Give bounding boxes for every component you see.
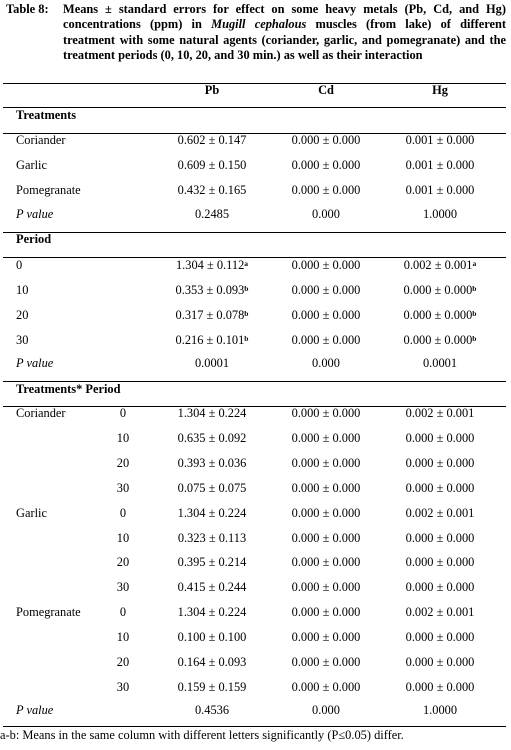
cd-value: 0.000 ± 0.000 <box>291 605 361 620</box>
column-header-hg: Hg <box>432 83 448 97</box>
significance-letter: b <box>472 333 477 343</box>
hg-p-value: 0.0001 <box>422 356 458 370</box>
group-treatment-label: Garlic <box>16 505 47 520</box>
pb-value: 1.304 ± 0.112$^a$ <box>175 258 249 272</box>
pb-value: 0.164 ± 0.093 <box>177 655 247 669</box>
pb-value: 0.353 ± 0.093$^b$ <box>175 282 249 297</box>
period-label: 20 <box>116 555 130 570</box>
period-label: 10 <box>116 530 130 545</box>
cd-p-value: 0.000 <box>312 356 340 370</box>
cd-value: 0.000 ± 0.000 <box>291 182 361 197</box>
cd-value: 0.000 ± 0.000 <box>291 332 361 347</box>
pb-value: 0.317 ± 0.078$^b$ <box>175 307 249 322</box>
table-bottom-rule <box>3 726 506 727</box>
hg-value: 0.002 ± 0.001 <box>405 505 475 520</box>
p-value-label: P value <box>16 703 54 717</box>
pb-value: 0.415 ± 0.244 <box>177 580 247 595</box>
significance-letter: b <box>244 308 249 318</box>
group-treatment-label: Pomegranate <box>16 605 81 620</box>
period-label: 0 <box>119 605 127 620</box>
period-label: 0 <box>119 406 127 420</box>
hg-value: 0.000 ± 0.000 <box>405 580 475 595</box>
significance-letter: b <box>472 308 477 318</box>
p-value-label: P value <box>16 356 54 370</box>
period-label: 30 <box>116 679 130 694</box>
hg-value: 0.000 ± 0.000 <box>405 530 475 545</box>
hg-value: 0.002 ± 0.001 <box>405 406 475 420</box>
cd-value: 0.000 ± 0.000 <box>291 480 361 495</box>
pb-value: 0.432 ± 0.165 <box>177 182 247 197</box>
pb-value: 0.635 ± 0.092 <box>177 430 247 445</box>
hg-value: 0.000 ± 0.000$^b$ <box>403 282 477 297</box>
hg-value: 0.002 ± 0.001 <box>405 605 475 620</box>
cd-value: 0.000 ± 0.000 <box>291 258 361 272</box>
period-label: 30 <box>116 480 130 495</box>
pb-value: 1.304 ± 0.224 <box>177 505 247 520</box>
pb-value: 1.304 ± 0.224 <box>177 406 247 420</box>
hg-value: 0.000 ± 0.000 <box>405 455 475 470</box>
cd-value: 0.000 ± 0.000 <box>291 580 361 595</box>
pb-value: 0.100 ± 0.100 <box>177 630 247 645</box>
cd-p-value: 0.000 <box>312 703 340 717</box>
cd-value: 0.000 ± 0.000 <box>291 505 361 520</box>
cd-value: 0.000 ± 0.000 <box>291 157 361 172</box>
table-caption-text: Means ± standard errors for effect on some heavy metals (Pb, Cd, and Hg) concentrations (ppm) in Mugill cephalous muscles (from lake) of different treatment with some natural agents (coriander, garlic, and pomegranate) and the treatment periods (0, 10, 20, and 30 min.) as well as their interaction <box>63 2 506 63</box>
pb-value: 0.159 ± 0.159 <box>177 679 247 694</box>
pb-value: 0.395 ± 0.214 <box>177 555 247 570</box>
hg-value: 0.000 ± 0.000$^b$ <box>403 307 477 322</box>
cd-value: 0.000 ± 0.000 <box>291 630 361 645</box>
pb-value: 0.075 ± 0.075 <box>177 480 247 495</box>
pb-p-value: 0.2485 <box>194 207 230 221</box>
cd-value: 0.000 ± 0.000 <box>291 555 361 570</box>
pb-p-value: 0.0001 <box>194 356 230 370</box>
hg-value: 0.002 ± 0.001$^a$ <box>403 258 477 272</box>
cd-value: 0.000 ± 0.000 <box>291 430 361 445</box>
cd-p-value: 0.000 <box>312 207 340 221</box>
cd-value: 0.000 ± 0.000 <box>291 655 361 669</box>
pb-value: 0.393 ± 0.036 <box>177 455 247 470</box>
period-label: 0 <box>16 258 23 272</box>
hg-value: 0.000 ± 0.000 <box>405 630 475 645</box>
period-label: 10 <box>116 630 130 645</box>
hg-value: 0.001 ± 0.000 <box>405 133 475 147</box>
column-header-pb: Pb <box>204 83 220 97</box>
period-label: 20 <box>116 655 130 669</box>
row-label: Pomegranate <box>16 182 81 197</box>
hg-value: 0.000 ± 0.000 <box>405 430 475 445</box>
significance-letter: b <box>472 283 477 293</box>
cd-value: 0.000 ± 0.000 <box>291 282 361 297</box>
period-label: 0 <box>119 505 127 520</box>
hg-value: 0.000 ± 0.000$^b$ <box>403 332 477 347</box>
hg-value: 0.000 ± 0.000 <box>405 655 475 669</box>
significance-letter: a <box>472 259 477 268</box>
table-top-rule <box>3 83 506 84</box>
species-name: Mugill cephalous <box>211 17 307 32</box>
cd-value: 0.000 ± 0.000 <box>291 133 361 147</box>
group-treatment-label: Coriander <box>16 406 66 420</box>
hg-value: 0.000 ± 0.000 <box>405 679 475 694</box>
cd-value: 0.000 ± 0.000 <box>291 406 361 420</box>
section-interaction: Treatments* Period <box>16 382 121 396</box>
significance-letter: a <box>244 259 249 268</box>
hg-value: 0.001 ± 0.000 <box>405 182 475 197</box>
section-period: Period <box>16 232 52 246</box>
column-header-cd: Cd <box>318 83 334 97</box>
hg-value: 0.001 ± 0.000 <box>405 157 475 172</box>
cd-value: 0.000 ± 0.000 <box>291 530 361 545</box>
period-label: 10 <box>116 430 130 445</box>
table-footnote: a-b: Means in the same column with different letters significantly (P≤0.05) differ. <box>0 728 404 742</box>
period-label: 30 <box>116 580 130 595</box>
hg-value: 0.000 ± 0.000 <box>405 555 475 570</box>
hg-p-value: 1.0000 <box>422 207 458 221</box>
cd-value: 0.000 ± 0.000 <box>291 679 361 694</box>
pb-value: 0.323 ± 0.113 <box>177 530 247 545</box>
section-treatments: Treatments <box>16 108 77 122</box>
significance-letter: b <box>244 283 249 293</box>
table-label: Table 8: <box>6 2 49 16</box>
pb-value: 0.602 ± 0.147 <box>177 133 247 147</box>
cd-value: 0.000 ± 0.000 <box>291 455 361 470</box>
period-label: 10 <box>16 282 29 297</box>
hg-value: 0.000 ± 0.000 <box>405 480 475 495</box>
row-label: Coriander <box>16 133 66 147</box>
section-rule <box>3 232 506 233</box>
pb-p-value: 0.4536 <box>194 703 230 717</box>
row-label: Garlic <box>16 157 47 172</box>
period-label: 30 <box>16 332 29 347</box>
significance-letter: b <box>244 333 249 343</box>
pb-value: 0.216 ± 0.101$^b$ <box>175 332 249 347</box>
p-value-label: P value <box>16 207 54 221</box>
hg-p-value: 1.0000 <box>422 703 458 717</box>
period-label: 20 <box>116 455 130 470</box>
period-label: 20 <box>16 307 29 322</box>
pb-value: 1.304 ± 0.224 <box>177 605 247 620</box>
header-rule <box>3 107 506 108</box>
pb-value: 0.609 ± 0.150 <box>177 157 247 172</box>
table-caption <box>6 2 506 64</box>
cd-value: 0.000 ± 0.000 <box>291 307 361 322</box>
